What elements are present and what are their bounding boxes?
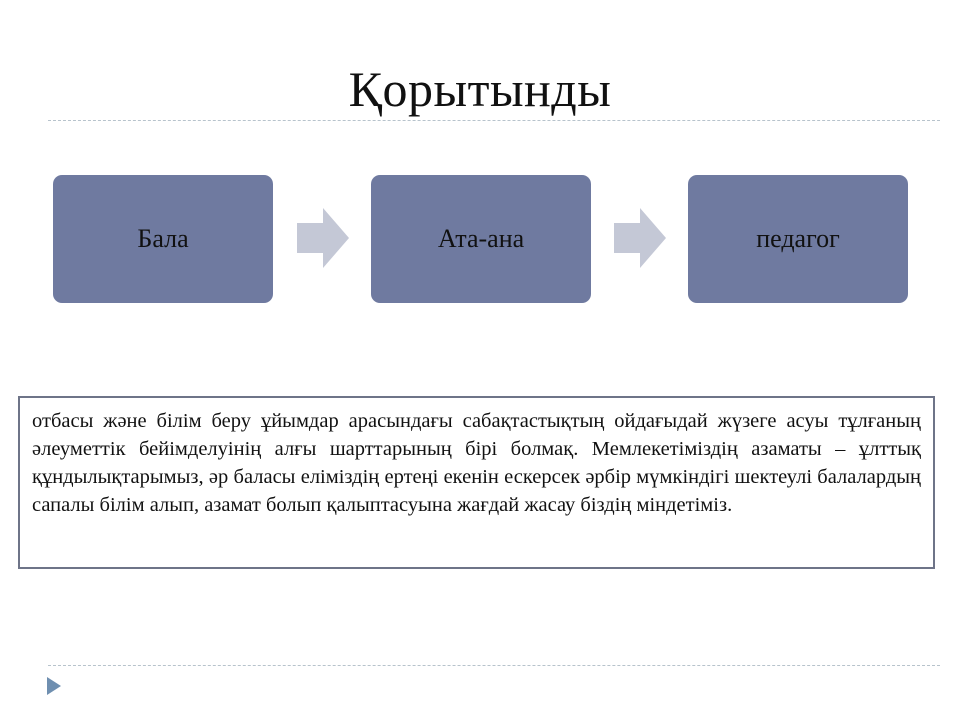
- triangle-bullet-icon: [46, 676, 62, 696]
- slide-title: Қорытынды: [348, 61, 612, 117]
- summary-text: отбасы және білім беру ұйымдар арасындағы сабақтастықтың ойдағыдай жүзеге асуы тұлғаның әлеуметтік бейімделуінің алғы шарттарының бірі болмақ. Мемлекетіміздің азаматы – ұлттық құндылықтарымыз, әр баласы еліміздің ертеңі екенін ескерсек әрбір мүмкіндігі шектеулі балалардың сапалы білім алып, азамат болып қалыптасуына жағдай жасау біздің міндетіміз.: [32, 410, 921, 516]
- bottom-divider: [48, 665, 940, 666]
- flow-box-ata-ana: [371, 175, 591, 303]
- arrow-right-icon: [297, 208, 349, 268]
- arrow-right-icon: [614, 208, 666, 268]
- flow-box-label: Бала: [137, 224, 189, 253]
- flow-box-bala: [53, 175, 273, 303]
- top-divider: [48, 120, 940, 121]
- flow-box-pedagog: [688, 175, 908, 303]
- flow-box-label: педагог: [756, 224, 840, 253]
- summary-text-box: [18, 396, 935, 569]
- flow-box-label: Ата-ана: [437, 224, 525, 253]
